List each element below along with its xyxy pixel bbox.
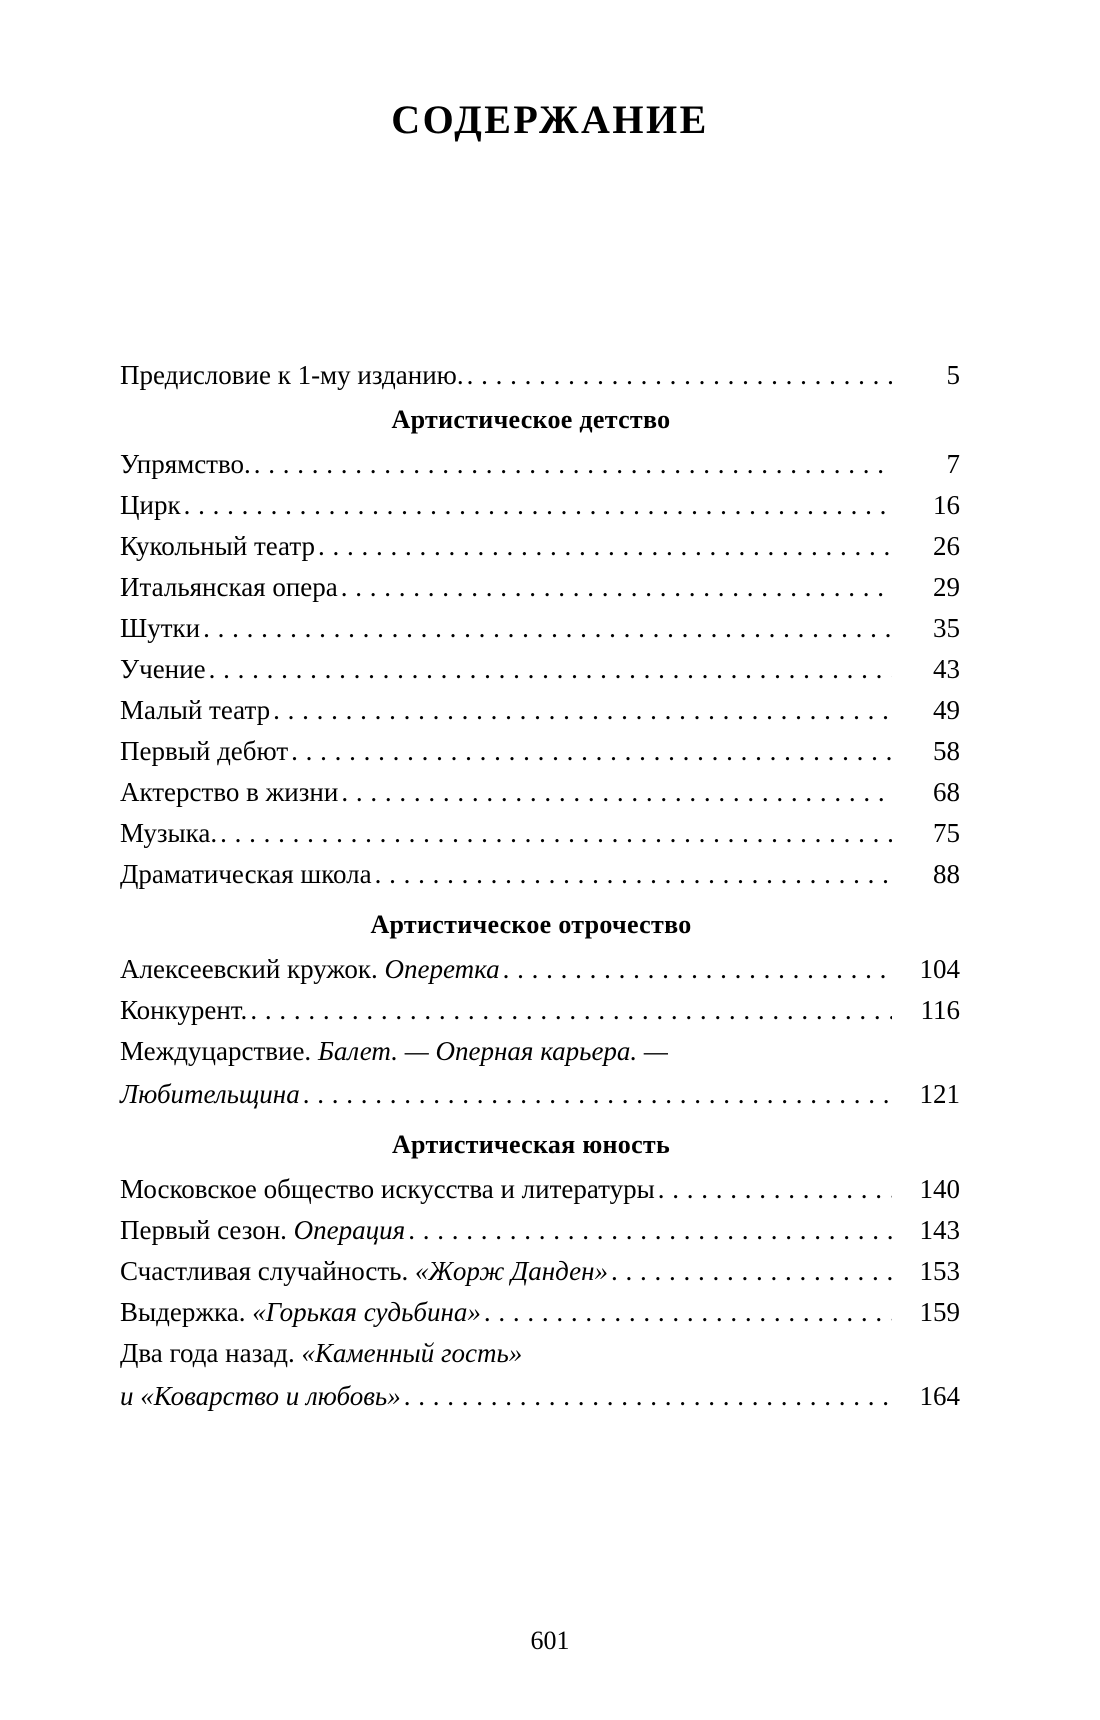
toc-entry-page: 43 bbox=[933, 654, 960, 684]
toc-entry-line-1 bbox=[120, 1038, 960, 1065]
toc-entry-label-italic: «Горькая судьбина» bbox=[252, 1297, 481, 1327]
dot-leader bbox=[658, 1176, 892, 1203]
toc-entry-page: 143 bbox=[919, 1215, 960, 1245]
toc-entry-label bbox=[120, 997, 250, 1024]
toc-entry-label-plain: Выдержка. bbox=[120, 1297, 253, 1327]
toc-entry[interactable] bbox=[120, 615, 960, 642]
toc-entry[interactable] bbox=[120, 574, 960, 601]
dot-leader bbox=[250, 997, 892, 1024]
dot-leader bbox=[484, 1299, 892, 1326]
toc-entry[interactable] bbox=[120, 451, 960, 478]
dot-leader bbox=[341, 779, 892, 806]
dot-leader bbox=[404, 1383, 894, 1410]
dot-leader bbox=[303, 1081, 894, 1108]
toc-entry-label: Драматическая школа bbox=[120, 859, 372, 889]
dot-leader bbox=[611, 1258, 892, 1285]
toc-entry[interactable] bbox=[120, 738, 960, 765]
toc-entry-label bbox=[120, 1258, 611, 1285]
toc-entry-page: 164 bbox=[919, 1381, 960, 1411]
toc-entry[interactable] bbox=[120, 997, 960, 1024]
toc-entry-label-italic: «Жорж Данден» bbox=[414, 1256, 608, 1286]
page-title: СОДЕРЖАНИЕ bbox=[391, 97, 709, 142]
toc-entry-label-plain: Междуцарствие. bbox=[120, 1036, 318, 1066]
toc-entry-label-italic: «Каменный гость» bbox=[301, 1338, 523, 1368]
dot-leader bbox=[203, 615, 892, 642]
toc-entry-label-plain: Два года назад. bbox=[120, 1338, 302, 1368]
toc-entry-label-plain: Алексеевский кружок. bbox=[120, 954, 385, 984]
toc-entry-label bbox=[120, 956, 503, 983]
toc-entry-label bbox=[120, 1217, 408, 1244]
toc-entry[interactable] bbox=[120, 1258, 960, 1285]
toc-entry-page: 7 bbox=[946, 449, 960, 479]
toc-entry-label: Музыка. bbox=[120, 818, 218, 848]
toc-entry-label-plain: Первый сезон. bbox=[120, 1215, 294, 1245]
toc-entry[interactable] bbox=[120, 1176, 960, 1203]
toc-entry-preface[interactable] bbox=[120, 362, 960, 389]
toc-entry-page: 116 bbox=[920, 995, 960, 1025]
dot-leader bbox=[273, 697, 892, 724]
toc-entry-line-2 bbox=[120, 1081, 960, 1108]
toc-entry-label: Актерство в жизни bbox=[120, 777, 339, 807]
toc-entry-page: 29 bbox=[933, 572, 960, 602]
toc-entry-page: 49 bbox=[933, 695, 960, 725]
dot-leader bbox=[503, 956, 892, 983]
toc-entry-multiline[interactable] bbox=[120, 1038, 960, 1108]
toc-entry-multiline[interactable] bbox=[120, 1340, 960, 1410]
toc-entry-page: 35 bbox=[933, 613, 960, 643]
toc-entry-label-italic: Оперетка bbox=[384, 954, 500, 984]
toc-entry[interactable] bbox=[120, 533, 960, 560]
toc-entry[interactable] bbox=[120, 956, 960, 983]
toc-entry-page: 140 bbox=[919, 1174, 960, 1204]
toc-entry-label: Кукольный театр bbox=[120, 531, 315, 561]
toc-entry[interactable] bbox=[120, 492, 960, 519]
toc-entry-page: 159 bbox=[919, 1297, 960, 1327]
section-heading-1: Артистическое детство bbox=[391, 405, 671, 434]
toc-entry-page: 58 bbox=[933, 736, 960, 766]
dot-leader bbox=[375, 861, 892, 888]
toc-entry-page: 153 bbox=[919, 1256, 960, 1286]
toc-entry-label: Первый дебют bbox=[120, 736, 289, 766]
table-of-contents bbox=[120, 362, 960, 1424]
toc-entry-page: 121 bbox=[919, 1079, 960, 1109]
toc-entry-label: Предисловие к 1-му изданию. bbox=[120, 360, 464, 390]
toc-entry-label-italic: Операция bbox=[293, 1215, 406, 1245]
toc-entry[interactable] bbox=[120, 1299, 960, 1326]
toc-entry-label-italic: Балет. — Оперная карьера. — bbox=[317, 1036, 668, 1066]
toc-entry-page: 75 bbox=[933, 818, 960, 848]
toc-entry-page: 88 bbox=[933, 859, 960, 889]
toc-entry[interactable] bbox=[120, 820, 960, 847]
toc-entry-label bbox=[120, 1176, 658, 1203]
toc-entry-line-2 bbox=[120, 1383, 960, 1410]
page-folio-number: 601 bbox=[530, 1626, 570, 1655]
toc-entry[interactable] bbox=[120, 697, 960, 724]
toc-entry-line-1 bbox=[120, 1340, 960, 1367]
dot-leader bbox=[467, 362, 892, 389]
toc-entry-label-plain: Счастливая случайность. bbox=[120, 1256, 415, 1286]
toc-entry-label: Цирк bbox=[120, 490, 181, 520]
dot-leader bbox=[341, 574, 892, 601]
toc-entry[interactable] bbox=[120, 656, 960, 683]
toc-entry-page: 68 bbox=[933, 777, 960, 807]
toc-entry-page: 16 bbox=[933, 490, 960, 520]
dot-leader bbox=[408, 1217, 892, 1244]
toc-entry-label-italic: Любительщина bbox=[120, 1079, 300, 1109]
dot-leader bbox=[291, 738, 892, 765]
toc-entry[interactable] bbox=[120, 779, 960, 806]
toc-entry-label: Итальянская опера bbox=[120, 572, 338, 602]
dot-leader bbox=[209, 656, 892, 683]
toc-entry-page: 5 bbox=[946, 360, 960, 390]
dot-leader bbox=[220, 820, 892, 847]
toc-entry-label: Учение bbox=[120, 654, 206, 684]
dot-leader bbox=[254, 451, 892, 478]
section-heading-2: Артистическое отрочество bbox=[370, 910, 692, 939]
toc-entry-label-plain: Конкурент. bbox=[120, 995, 248, 1025]
toc-entry-label: Малый театр bbox=[120, 695, 271, 725]
toc-entry-page: 104 bbox=[919, 954, 960, 984]
toc-entry[interactable] bbox=[120, 1217, 960, 1244]
section-heading-3: Артистическая юность bbox=[391, 1130, 671, 1159]
dot-leader bbox=[184, 492, 892, 519]
toc-entry-label: Упрямство. bbox=[120, 449, 251, 479]
toc-entry-label-italic: и «Коварство и любовь» bbox=[120, 1381, 401, 1411]
toc-entry[interactable] bbox=[120, 861, 960, 888]
toc-entry-label bbox=[120, 1299, 484, 1326]
toc-entry-label-plain: Московское общество искусства и литературы bbox=[120, 1174, 655, 1204]
toc-entry-page: 26 bbox=[933, 531, 960, 561]
toc-entry-label: Шутки bbox=[120, 613, 201, 643]
dot-leader bbox=[318, 533, 892, 560]
